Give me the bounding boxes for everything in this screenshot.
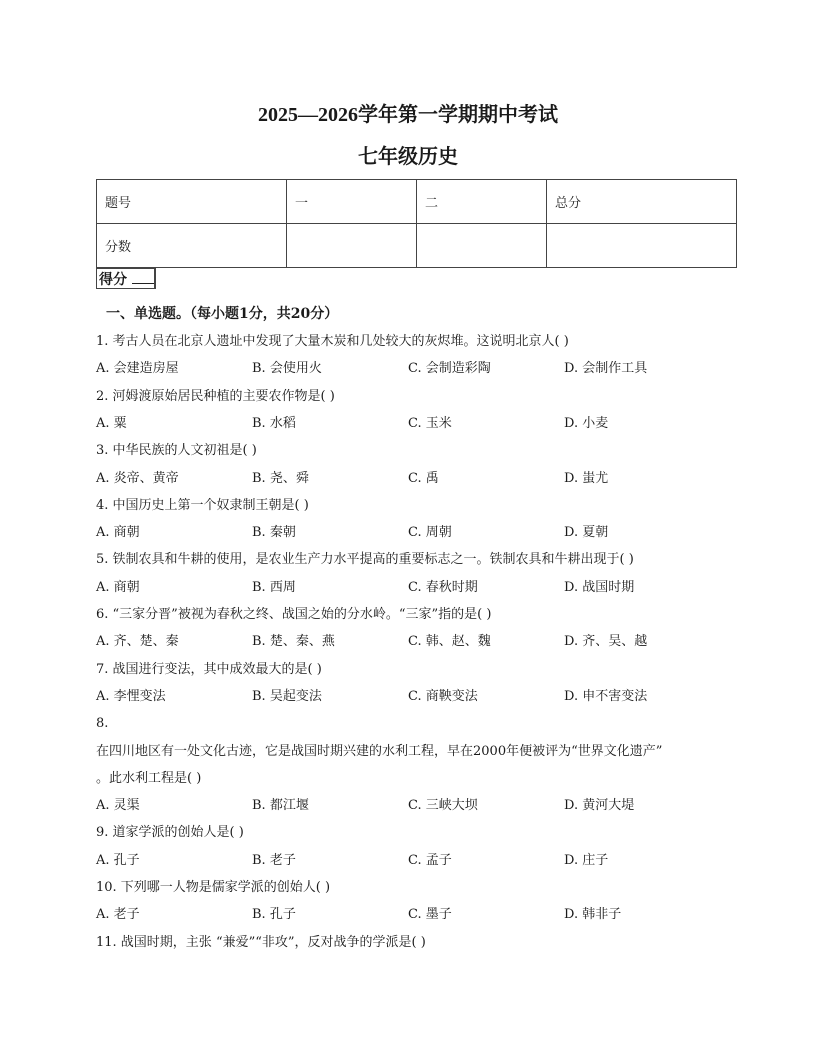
- table-row: [97, 180, 737, 224]
- question-stem: 7. 战国进行变法，其中成效最大的是( ): [96, 661, 322, 677]
- score-box: [96, 268, 156, 289]
- answer-option: C. 周朝: [408, 525, 452, 541]
- answer-option: D. 战国时期: [564, 579, 635, 595]
- answer-option: C. 春秋时期: [408, 579, 478, 595]
- answer-option: A. 李悝变法: [96, 688, 166, 704]
- answer-option: C. 禹: [408, 470, 439, 486]
- answer-option: C. 三峡大坝: [408, 798, 478, 814]
- table-cell-score-total: [547, 224, 737, 268]
- section-heading: 一、单选题。（每小题1分，共20分）: [106, 306, 339, 322]
- question-stem: 1. 考古人员在北京人遗址中发现了大量木炭和几处较大的灰烬堆。这说明北京人( ): [96, 334, 569, 349]
- question-stem-continued: 。此水利工程是( ): [96, 770, 202, 786]
- table-cell-total-label: 总分: [547, 180, 737, 224]
- question-stem: 10. 下列哪一人物是儒家学派的创始人( ): [96, 880, 331, 895]
- score-table: [96, 179, 737, 268]
- answer-option: B. 秦朝: [252, 525, 296, 541]
- answer-option: C. 墨子: [408, 907, 452, 923]
- answer-option: A. 粟: [96, 415, 127, 431]
- answer-option: A. 齐、楚、秦: [96, 634, 179, 650]
- answer-option: B. 会使用火: [252, 361, 322, 377]
- answer-option: D. 庄子: [564, 852, 609, 868]
- answer-option: C. 玉米: [408, 415, 452, 431]
- answer-option: C. 韩、赵、魏: [408, 634, 491, 650]
- answer-option: D. 齐、吴、越: [564, 634, 648, 650]
- answer-option: C. 会制造彩陶: [408, 361, 491, 377]
- table-cell-part-one: 一: [287, 180, 417, 224]
- question-stem: 8.: [96, 716, 109, 732]
- table-cell-question-number-label: 题号: [97, 180, 287, 224]
- answer-option: B. 西周: [252, 579, 296, 595]
- answer-option: A. 灵渠: [96, 798, 140, 814]
- table-cell-score-part-one: [287, 224, 417, 268]
- question-stem: 6. “三家分晋”被视为春秋之终、战国之始的分水岭。“三家”指的是( ): [96, 607, 492, 622]
- score-box-label: 得分: [99, 272, 127, 288]
- question-stem: 11. 战国时期，主张 “兼爱”“非攻”，反对战争的学派是( ): [96, 934, 426, 950]
- answer-option: B. 吴起变法: [252, 688, 322, 704]
- exam-title: 2025—2026学年第一学期期中考试: [258, 104, 558, 126]
- answer-option: A. 会建造房屋: [96, 361, 179, 377]
- score-blank: [132, 269, 154, 284]
- question-stem: 4. 中国历史上第一个奴隶制王朝是( ): [96, 497, 309, 513]
- answer-option: B. 老子: [252, 852, 296, 868]
- question-stem: 2. 河姆渡原始居民种植的主要农作物是( ): [96, 388, 335, 404]
- table-cell-score-part-two: [417, 224, 547, 268]
- answer-option: B. 水稻: [252, 415, 296, 431]
- answer-option: D. 小麦: [564, 415, 609, 431]
- answer-option: C. 孟子: [408, 852, 452, 868]
- answer-option: D. 蚩尤: [564, 470, 609, 486]
- answer-option: A. 炎帝、黄帝: [96, 470, 179, 486]
- table-row: [97, 224, 737, 268]
- answer-option: B. 尧、舜: [252, 470, 309, 486]
- table-cell-part-two: 二: [417, 180, 547, 224]
- answer-option: B. 都江堰: [252, 798, 309, 814]
- answer-option: D. 夏朝: [564, 525, 609, 541]
- question-stem: 3. 中华民族的人文初祖是( ): [96, 443, 257, 459]
- answer-option: D. 会制作工具: [564, 361, 648, 377]
- answer-option: A. 商朝: [96, 579, 140, 595]
- question-stem: 5. 铁制农具和牛耕的使用，是农业生产力水平提高的重要标志之一。铁制农具和牛耕出现于( ): [96, 552, 634, 568]
- question-stem: 9. 道家学派的创始人是( ): [96, 825, 244, 841]
- answer-option: A. 老子: [96, 907, 140, 923]
- answer-option: A. 孔子: [96, 852, 140, 868]
- answer-option: D. 韩非子: [564, 907, 622, 923]
- answer-option: D. 黄河大堤: [564, 798, 635, 814]
- answer-option: C. 商鞅变法: [408, 688, 478, 704]
- table-cell-score-label: 分数: [97, 224, 287, 268]
- answer-option: B. 孔子: [252, 907, 296, 923]
- answer-option: A. 商朝: [96, 525, 140, 541]
- answer-option: B. 楚、秦、燕: [252, 634, 335, 650]
- exam-subtitle: 七年级历史: [358, 144, 458, 168]
- question-stem-continued: 在四川地区有一处文化古迹，它是战国时期兴建的水利工程，早在2000年便被评为“世界文化遗产”: [96, 743, 663, 759]
- answer-option: D. 申不害变法: [564, 688, 648, 704]
